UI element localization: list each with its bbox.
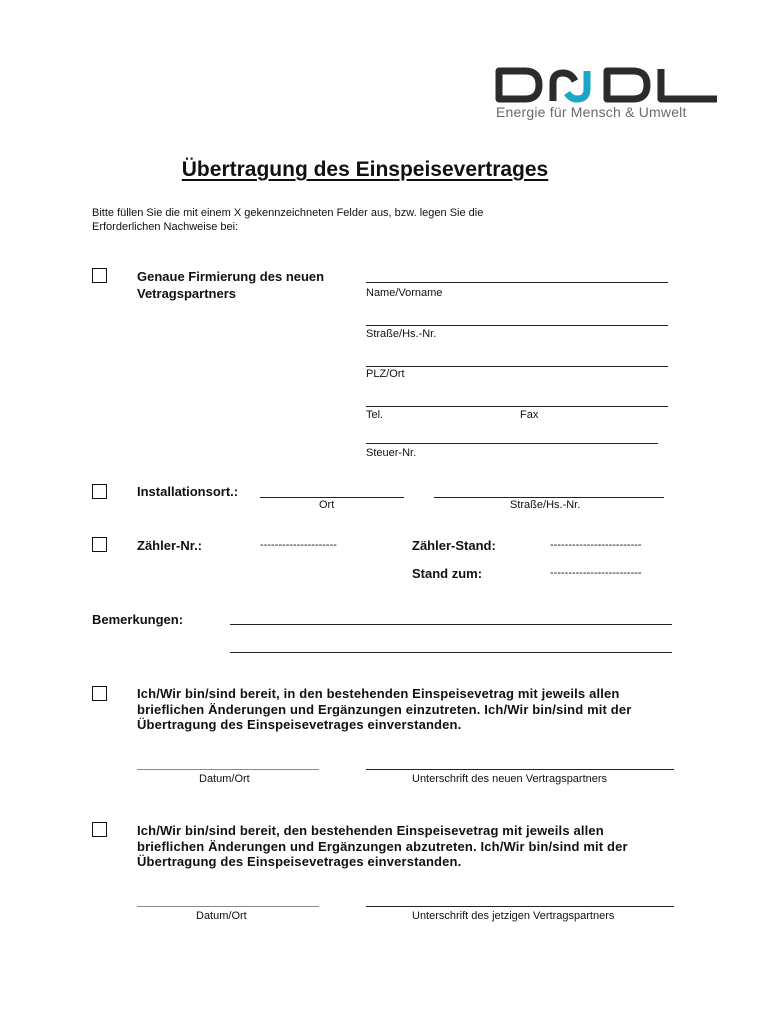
reading-date-field[interactable]: -------------------------: [550, 567, 642, 579]
consent-current-line-2: brieflichen Änderungen und Ergänzungen abzutreten. Ich/Wir bin/sind mit der: [137, 838, 628, 854]
remarks-line-1[interactable]: [230, 624, 672, 625]
partner-label-line-2: Vetragspartners: [137, 286, 236, 301]
intro-text: [92, 206, 483, 234]
consent-current-line-1: Ich/Wir bin/sind bereit, den bestehenden Einspeisevetrag mit jeweils allen: [137, 823, 604, 838]
partner-label-line-1: Genaue Firmierung des neuen: [137, 269, 325, 284]
consent-current-checkbox[interactable]: [92, 822, 107, 837]
tax-field-line[interactable]: [366, 443, 658, 444]
consent-current-signature-caption: Unterschrift des jetzigen Vertragspartners: [412, 910, 615, 922]
consent-current-text: [137, 823, 697, 870]
page-title: Übertragung des Einspeisevertrages: [181, 158, 549, 181]
name-field-caption: Name/Vorname: [366, 287, 443, 299]
meter-number-label: Zähler-Nr.:: [137, 538, 203, 553]
reading-date-label: Stand zum:: [412, 566, 483, 581]
plz-field-line[interactable]: [366, 366, 668, 367]
consent-current-signature-line[interactable]: [366, 906, 674, 907]
plz-field-caption: PLZ/Ort: [366, 368, 405, 380]
intro-line-2: Erforderlichen Nachweise bei:: [92, 221, 239, 233]
company-tagline: Energie für Mensch & Umwelt: [496, 104, 687, 120]
consent-new-line-3: Übertragung des Einspeisevetrages einverstanden.: [137, 717, 462, 732]
installation-street-caption: Straße/Hs.-Nr.: [510, 499, 581, 511]
street-field-caption: Straße/Hs.-Nr.: [366, 328, 437, 340]
street-field-line[interactable]: [366, 325, 668, 326]
phone-field-caption: Tel.: [366, 409, 384, 421]
phone-fax-field-line[interactable]: [366, 406, 668, 407]
meter-checkbox[interactable]: [92, 537, 107, 552]
consent-new-signature-line[interactable]: [366, 769, 674, 770]
consent-current-date-line[interactable]: [137, 906, 319, 907]
consent-new-date-caption: Datum/Ort: [199, 773, 250, 785]
remarks-label: Bemerkungen:: [92, 612, 184, 627]
name-field-line[interactable]: [366, 282, 668, 283]
meter-reading-field[interactable]: -------------------------: [550, 539, 642, 551]
intro-line-1: Bitte füllen Sie die mit einem X gekennzeichneten Felder aus, bzw. legen Sie die: [92, 207, 484, 219]
installation-street-line[interactable]: [434, 497, 664, 498]
installation-checkbox[interactable]: [92, 484, 107, 499]
tax-field-caption: Steuer-Nr.: [366, 447, 417, 459]
consent-new-line-1: Ich/Wir bin/sind bereit, in den bestehenden Einspeisevetrag mit jeweils allen: [137, 686, 620, 701]
partner-checkbox[interactable]: [92, 268, 107, 283]
consent-new-line-2: brieflichen Änderungen und Ergänzungen einzutreten. Ich/Wir bin/sind mit der: [137, 701, 632, 717]
fax-field-caption: Fax: [520, 409, 539, 421]
consent-new-text: [137, 686, 697, 733]
consent-new-checkbox[interactable]: [92, 686, 107, 701]
installation-ort-line[interactable]: [260, 497, 404, 498]
installation-ort-caption: Ort: [319, 499, 335, 511]
remarks-line-2[interactable]: [230, 652, 672, 653]
partner-label: [137, 268, 324, 302]
consent-current-date-caption: Datum/Ort: [196, 910, 247, 922]
consent-new-date-line[interactable]: [137, 769, 319, 770]
consent-current-line-3: Übertragung des Einspeisevetrages einverstanden.: [137, 854, 462, 869]
installation-label: Installationsort.:: [137, 484, 239, 499]
meter-number-field[interactable]: ---------------------: [260, 539, 337, 551]
consent-new-signature-caption: Unterschrift des neuen Vertragspartners: [412, 773, 608, 785]
meter-reading-label: Zähler-Stand:: [412, 538, 496, 553]
